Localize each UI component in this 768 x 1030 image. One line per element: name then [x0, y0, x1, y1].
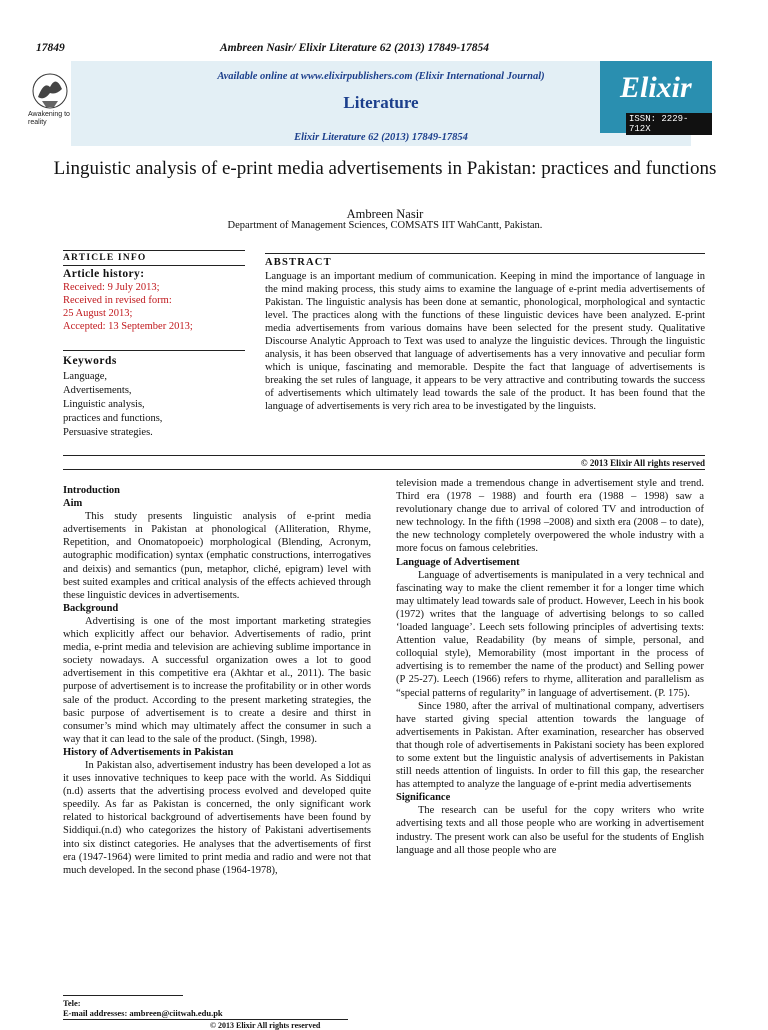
rule-abstract-top	[265, 253, 705, 254]
logo-tagline: Awakening to reality	[28, 111, 70, 126]
keywords-list	[63, 370, 162, 440]
body-left-column	[63, 484, 371, 877]
rule-body-bottom	[63, 469, 705, 470]
paper-title: Linguistic analysis of e-print media advertisements in Pakistan: practices and functions	[53, 158, 717, 179]
awakening-logo	[30, 61, 70, 137]
body-paragraph: television made a tremendous change in advertisement style and trend. Third era (1978 – 1988) and fourth era (1988 – 1998) saw a revolutionary change due to arrival of colored TV and introduction of new technology. In the fifth (1998 –2008) and sixth era (2008 – to date), the new technology completely overpowered the whole industry with a more focus on famous celebrities.	[396, 478, 704, 555]
footer-copyright: © 2013 Elixir All rights reserved	[210, 1021, 321, 1030]
article-info-heading: ARTICLE INFO	[63, 253, 147, 263]
body-paragraph: In Pakistan also, advertisement industry has been developed a lot as it uses innovative techniques to keep pace with the world. As Siddiqui (n.d) asserts that the advertising process evolved and developed quite speedily. As far as Pakistan is concerned, the only significant work related to historical background of advertisements have been found by Siddiqui.(n.d) who categorizes the history of Pakistani advertisements into six distinct categories. He analyses that the advertisements of first era (1947-1964) were limited to print media and radio and were not that much developed. In the second phase (1964-1978),	[63, 759, 371, 876]
body-paragraph: This study presents linguistic analysis of e-print media advertisements in Pakistan at phonological (Alliteration, Rhyme, Repetition, and Onomatopoeic) morphological (Blending, Acronym, autographic modification) syntax (emphatic constructions, interrogatives and deixis) and semantics (pun, metaphor, cliché, epigram) level with best suited examples and critical analysis of the effects achieved through these linguistic devices in advertisements.	[63, 511, 371, 601]
section-heading: Background	[63, 602, 119, 614]
section-heading: Aim	[63, 498, 83, 510]
keyword: Language,	[63, 371, 108, 382]
journal-section: Literature	[343, 93, 419, 112]
section-heading: Introduction	[63, 485, 120, 496]
history-entry: Accepted: 13 September 2013;	[63, 321, 193, 332]
abstract-heading: ABSTRACT	[265, 257, 332, 268]
issn-label: ISSN: 2229-712X	[626, 113, 712, 135]
journal-citation: Elixir Literature 62 (2013) 17849-17854	[294, 132, 468, 143]
footnote	[63, 998, 223, 1018]
footnote-email: E-mail addresses: ambreen@ciitwah.edu.pk	[63, 1008, 223, 1018]
footnote-rule	[63, 995, 183, 996]
rule-abstract-bottom	[63, 455, 705, 456]
rule-keywords	[63, 350, 245, 351]
page-number: 17849	[36, 42, 65, 54]
history-entry: Received: 9 July 2013;	[63, 282, 160, 293]
abstract-copyright: © 2013 Elixir All rights reserved	[580, 458, 705, 468]
abstract-text: Language is an important medium of communication. Keeping in mind the importance of language in the mind making process, this study aims to examine the language of e-print media advertisements of Pakistan. The linguistic analysis has been done at semantic, phonological, morphological and syntactic level. The practices along with the functions of these linguistic devices have been analyzed. E-print media advertisements from various domains have been selected for the present study. Qualitative Discourse Analytic Approach to Text was used to analyze the linguistic devices. Through the linguistic analysis, it has been observed that language of advertisements has a very innovative and peculiar form which is unique, fascinating and memorable. Despite the fact that language of advertisements is breaking the set rules of language, it appears to be very attractive and contributing towards the success of advertisements which ultimately lead towards the sale of the product. It has been found that the language of advertisements is very rich area to be investigated by the linguists.	[265, 271, 705, 412]
body-right-column	[396, 477, 704, 857]
elixir-logo-text: Elixir	[620, 71, 692, 104]
history-entry: 25 August 2013;	[63, 308, 133, 319]
keyword: Linguistic analysis,	[63, 399, 145, 410]
history-entry: Received in revised form:	[63, 295, 172, 306]
body-paragraph: Since 1980, after the arrival of multinational company, advertisers have started giving special attention towards the language of advertisements in Pakistan. After examination, researcher has observed that though role of advertisements in Pakistani society has been explored to some extent but the linguistic analysis of advertisements in Pakistan still needs attention of linguists. In order to fill this gap, the researcher has attempted to analyze the language of e-print media advertisements	[396, 700, 704, 791]
footer-rule	[63, 1019, 348, 1020]
header-citation: Ambreen Nasir/ Elixir Literature 62 (2013) 17849-17854	[220, 42, 489, 54]
section-heading: History of Advertisements in Pakistan	[63, 746, 234, 758]
body-paragraph: The research can be useful for the copy writers who write advertising texts and all those people who are working in advertisement industry. The present work can also be useful for the students of English language and all those people who are	[396, 805, 704, 856]
article-history-heading: Article history:	[63, 268, 145, 280]
author-name: Ambreen Nasir	[346, 207, 424, 221]
section-heading: Significance	[396, 792, 451, 804]
keyword: practices and functions,	[63, 413, 163, 424]
rule-article-info-top	[63, 250, 245, 251]
body-paragraph: Advertising is one of the most important marketing strategies which explicitly affect our behavior. Advertisements of radio, print media, e-print media and television are achieving sublime importance in society nowadays. A successful organization owes a lot to good advertisement in this competitive era (Akhtar et al., 2011). The basic purpose of advertisement is to increase the profitability or in other words sale of the product. According to the present marketing strategies, the basic purpose of advertisement is to create a desire and thirst in consumer’s mind which may ultimately affect the consumer in such a way that it can lead to the sale of the product. (Singh, 1998).	[63, 615, 371, 745]
keyword: Advertisements,	[63, 385, 132, 396]
footnote-tele: Tele:	[63, 998, 81, 1008]
section-heading: Language of Advertisement	[396, 556, 520, 568]
author-affiliation: Department of Management Sciences, COMSATS IIT WahCantt, Pakistan.	[227, 220, 543, 231]
body-paragraph: Language of advertisements is manipulated in a very technical and fascinating way to make the client remember it for a longer time which may ultimately lead towards sale of product. However, Leech in his book (1972) writes that the language of advertising belongs to so called ‘loaded language’. Leech sets following principles of advertising texts: Attention value, Readability (by means of simple, personal, and colloquial style), Memorability (most important in the process of advertising is to remember the name of the product) and Selling power (P 25-27). Leech (1966) refers to rhyme, alliteration and parallelism as “special patterns of regularity” in language of advertisement. (P. 175).	[396, 569, 704, 699]
keywords-heading: Keywords	[63, 355, 117, 367]
article-history-list	[63, 281, 193, 333]
keyword: Persuasive strategies.	[63, 427, 153, 438]
rule-article-info-mid	[63, 265, 245, 266]
availability-line: Available online at www.elixirpublishers.com (Elixir International Journal)	[217, 71, 545, 82]
